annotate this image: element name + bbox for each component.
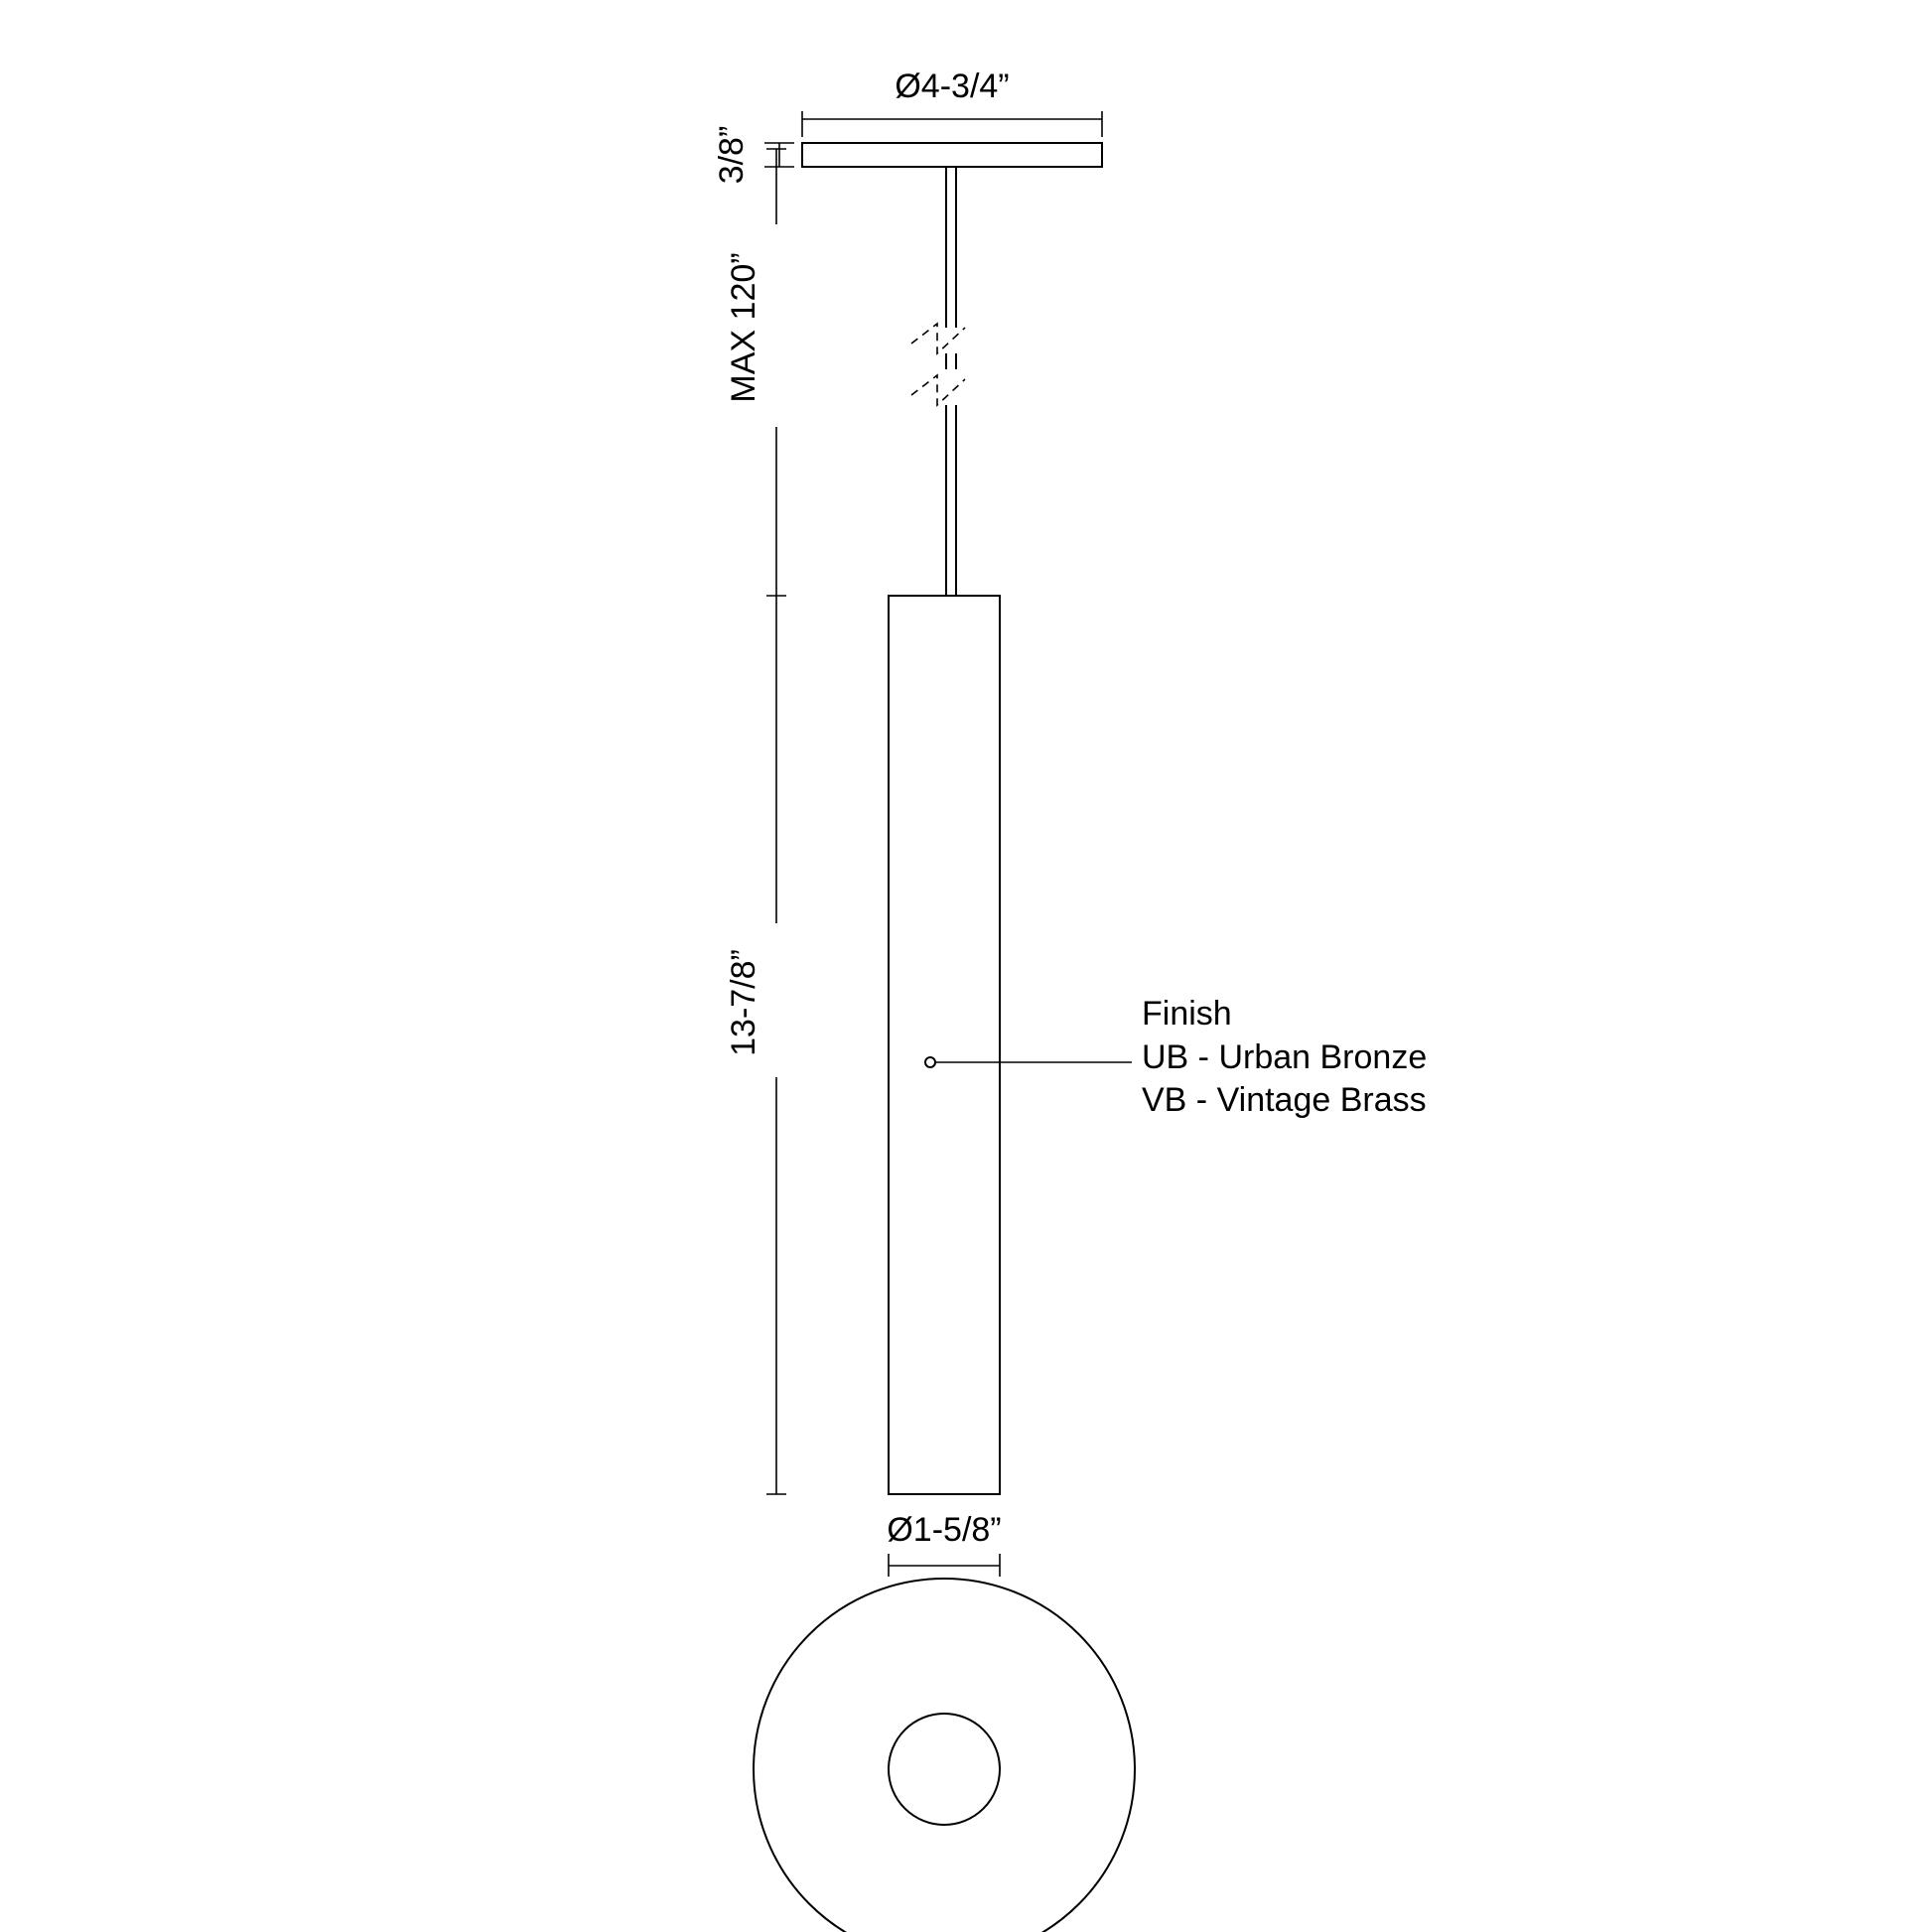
suspension-rod	[911, 167, 965, 596]
canopy-diameter-dimension	[802, 68, 1102, 137]
canopy-thickness-label: 3/8”	[713, 125, 751, 185]
finish-option-vb: VB - Vintage Brass	[1142, 1081, 1427, 1120]
max-drop-dimension	[725, 149, 786, 596]
pendant-body	[889, 596, 1000, 1494]
body-diameter-dimension	[887, 1511, 1001, 1577]
finish-heading: Finish	[1142, 995, 1232, 1033]
body-length-dimension	[725, 596, 786, 1494]
canopy-thickness-dimension	[713, 126, 794, 185]
canopy-diameter-label: Ø4-3/4”	[895, 68, 1010, 105]
body-length-label: 13-7/8”	[725, 949, 762, 1056]
finish-option-ub: UB - Urban Bronze	[1142, 1037, 1428, 1076]
max-drop-label: MAX 120”	[725, 252, 762, 403]
bottom-plan-view	[754, 1579, 1135, 1932]
body-diameter-label: Ø1-5/8”	[887, 1511, 1002, 1549]
finish-callout	[1142, 993, 1427, 1123]
canopy-plate	[802, 143, 1102, 167]
